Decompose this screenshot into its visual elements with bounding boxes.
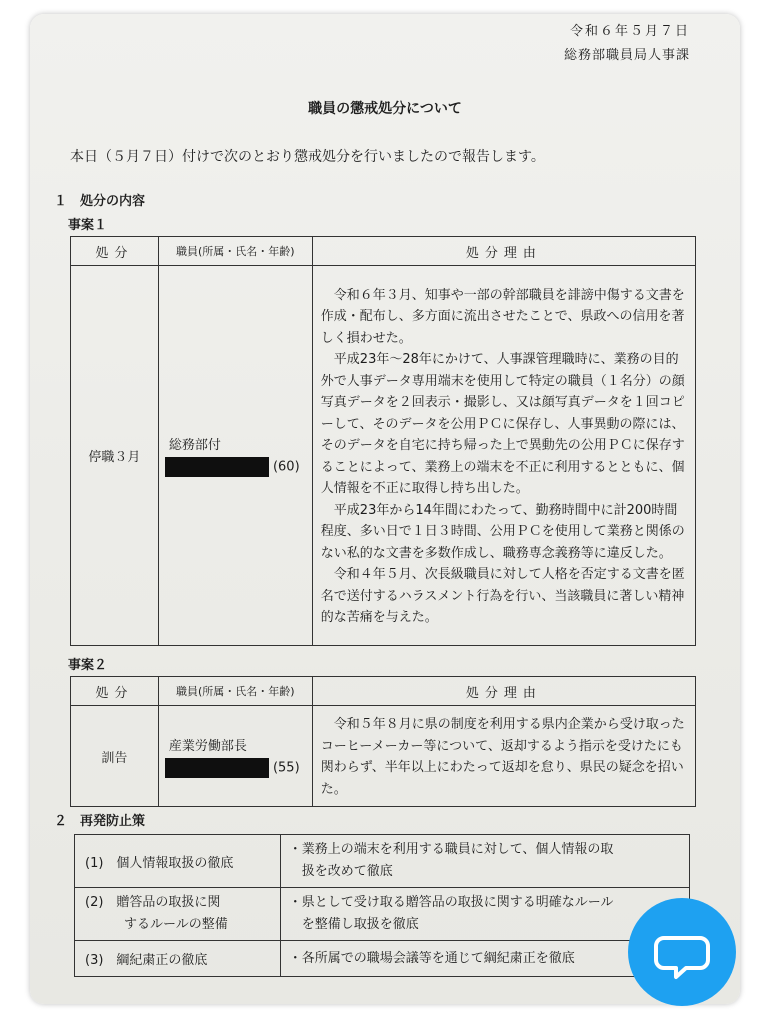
case1-employee — [158, 266, 312, 646]
case2-table — [70, 676, 696, 807]
prevention-item: (2) 贈答品の取扱に関 するルールの整備 — [75, 888, 281, 941]
col-employee: 職員(所属・氏名・年齢) — [158, 677, 312, 706]
prevention-item: (3) 綱紀粛正の徹底 — [75, 941, 281, 977]
col-reason: 処分理由 — [312, 677, 695, 706]
document-title: 職員の懲戒処分について — [308, 101, 462, 117]
col-employee: 職員(所属・氏名・年齢) — [158, 237, 312, 266]
case2-affiliation: 産業労働部長 — [168, 738, 247, 754]
case2-age: (55) — [272, 760, 300, 775]
case2-label: 事案２ — [68, 658, 108, 673]
case1-disposition: 停職３月 — [71, 266, 159, 646]
prevention-measure: ・業務上の端末を利用する職員に対して、個人情報の取 扱を改めて徹底 — [280, 835, 689, 888]
case1-table — [70, 236, 696, 646]
prevention-row — [75, 941, 690, 977]
case2-employee — [158, 706, 312, 807]
case1-age: (60) — [272, 459, 300, 475]
redacted-name — [165, 457, 269, 477]
document-page — [30, 14, 740, 1004]
chat-button[interactable] — [628, 898, 736, 1006]
prevention-row — [75, 835, 690, 888]
document-date: 令和６年５月７日 — [569, 24, 690, 39]
prevention-measure: ・各所属での職場会議等を通じて綱紀粛正を徹底 — [280, 941, 689, 977]
prevention-measure: ・県として受け取る贈答品の取扱に関する明確なルール を整備し取扱を徹底 — [280, 888, 689, 941]
case2-reason: 令和５年８月に県の制度を利用する県内企業から受け取ったコーヒーメーカー等について、返却するよう指示を受けたにも関わらず、半年以上にわたって返却を怠り、県民の疑念を招いた。 — [312, 706, 695, 807]
section2-heading: ２ 再発防止策 — [54, 814, 146, 829]
case1-affiliation: 総務部付 — [168, 438, 221, 453]
chat-bubble-icon — [628, 898, 736, 1006]
issuing-department: 総務部職員局人事課 — [563, 48, 690, 63]
prevention-row — [75, 888, 690, 941]
redacted-name — [165, 758, 269, 778]
case2-disposition: 訓告 — [71, 706, 159, 807]
col-disposition: 処分 — [71, 237, 159, 266]
section1-heading: １ 処分の内容 — [54, 194, 146, 209]
col-reason: 処分理由 — [312, 237, 695, 266]
col-disposition: 処分 — [71, 677, 159, 706]
intro-text: 本日（５月７日）付けで次のとおり懲戒処分を行いましたので報告します。 — [70, 149, 545, 165]
case1-reason: 令和６年３月、知事や一部の幹部職員を誹謗中傷する文書を作成・配布し、多方面に流出させたことで、県政への信用を著しく損わせた。 平成23年〜28年にかけて、人事課管理職時に、業務の目的外で人事データ専用端末を使用して特定の職員（１名分）の顔写真データを２回表示・撮影し、又は顔写真データを１回コピーして、そのデータを公用ＰＣに保存し、人事異動の際には、そのデータを自宅に持ち帰った上で異動先の公用ＰＣに保存することによって、業務上の端末を不正に利用するとともに、個人情報を不正に取得し持ち出した。 平成23年から14年間にわたって、勤務時間中に計200時間程度、多い日で１日３時間、公用ＰＣを使用して業務と関係のない私的な文書を多数作成し、職務専念義務等に違反した。 令和４年５月、次長級職員に対して人格を否定する文書を匿名で送付するハラスメント行為を行い、当該職員に著しい精神的な苦痛を与えた。 — [312, 266, 695, 646]
prevention-item: (1) 個人情報取扱の徹底 — [75, 835, 281, 888]
prevention-table — [74, 834, 690, 977]
case1-label: 事案１ — [68, 218, 108, 233]
